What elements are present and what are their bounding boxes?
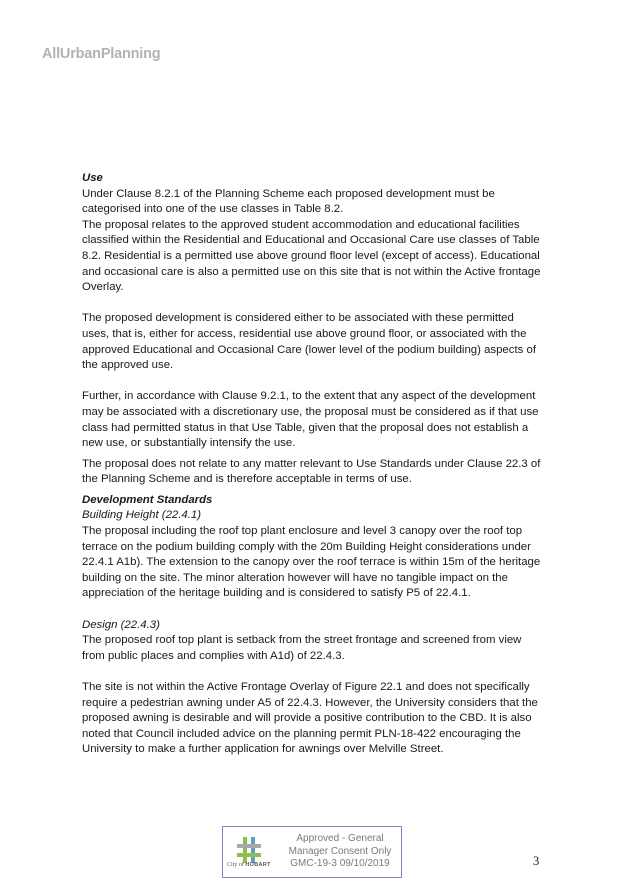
watermark-logo: AllUrbanPlanning (42, 46, 161, 62)
stamp-text (281, 833, 399, 871)
design-paragraph-2: The site is not within the Active Frontage Overlay of Figure 22.1 and does not specifically require a pedestrian awning under A5 of 22.4.3. However, the University considers that the proposed awning is desirable and will provide a positive contribution to the CBD. It is also noted that Council included advice on the planning permit PLN-18-422 encouraging the University to make a further application for awnings over Melville Street. (82, 681, 538, 756)
use-paragraph-3: The proposed development is considered either to be associated with these permitted uses, that is, either for access, residential use above ground floor, or associated with the approved Educational and Occasional Care (lower level of the podium building) aspects of the approved use. (82, 312, 536, 372)
stamp-line-2: Manager Consent Only (288, 845, 392, 857)
document-body (82, 171, 542, 758)
use-paragraph-5: The proposal does not relate to any matter relevant to Use Standards under Clause 22.3 of the Planning Scheme and is therefore acceptable in terms of use. (82, 457, 541, 486)
use-heading: Use (82, 172, 103, 184)
use-paragraph-2: The proposal relates to the approved student accommodation and educational facilities classified within the Residential and Educational and Occasional Care use classes of Table 8.2. Residential is a permitted use above ground floor level (except of access). Educational and occasional care is also a permitted use on this site that is not within the Active frontage Overlay. (82, 218, 541, 294)
building-height-subheading: Building Height (22.4.1) (82, 509, 202, 522)
page-number: 3 (533, 854, 540, 868)
use-paragraph-4: Further, in accordance with Clause 9.2.1, to the extent that any aspect of the development may be associated with a discretionary use, the proposal must be considered as if that use class had permitted status in that Use Table, given that the proposal does not establish a new use, or substantially intensify the use. (82, 390, 539, 450)
city-of-hobart-logo-icon (229, 835, 279, 875)
stamp-line-3: GMC-19-3 09/10/2019 (290, 858, 390, 869)
design-paragraph-1: The proposed roof top plant is setback from the street frontage and screened from view from public places and complies with A1d) of 22.4.3. (82, 634, 522, 662)
building-height-paragraph: The proposal including the roof top plant enclosure and level 3 canopy over the roof top terrace on the podium building comply with the 20m Building Height considerations under 22.4.1 A1b). The extension to the canopy over the roof terrace is within 15m of the heritage building on the site. The minor alteration however will have no tangible impact on the appreciation of the heritage building and is considered to satisfy P5 of 22.4.1. (82, 525, 541, 600)
approval-stamp (222, 826, 402, 878)
design-subheading: Design (22.4.3) (82, 618, 160, 631)
stamp-line-1: Approved - General (296, 833, 384, 844)
development-standards-heading: Development Standards (82, 493, 213, 506)
city-of-hobart-label: City of HOBART (227, 862, 271, 868)
use-paragraph-1: Under Clause 8.2.1 of the Planning Scheme each proposed development must be categorised into one of the use classes in Table 8.2. (82, 187, 495, 216)
